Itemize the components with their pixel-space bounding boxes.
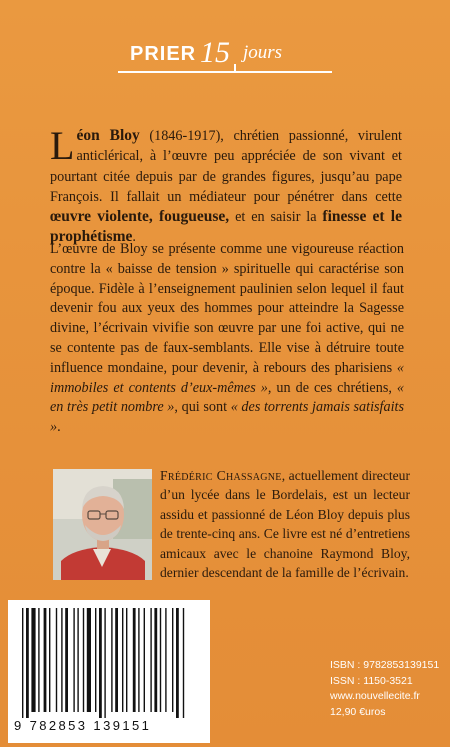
publication-info [330, 658, 442, 720]
author-portrait-image [53, 469, 152, 580]
body-text-2: , un de ces chrétiens, [267, 379, 397, 396]
header-tick [234, 64, 236, 73]
publisher-website: www.nouvellecite.fr [330, 690, 420, 702]
quote-3: « des torrents jamais satisfaits » [50, 399, 404, 436]
author-bio [160, 466, 410, 582]
quote-2: « en très petit nombre » [50, 379, 405, 416]
intro-bold-2: finesse et le prophétisme [50, 208, 402, 246]
barcode [8, 600, 210, 743]
bio-author-name: Frédéric Chassagne [160, 468, 282, 483]
series-unit: jours [243, 42, 283, 63]
issn-number: ISSN : 1150-3521 [330, 674, 413, 687]
intro-text-1: (1846-1917), chrétien passionné, virulent anticlérical, à l’œuvre peu appréciée de son vivant et pourtant citée depuis par de grandes figures, jusqu’au pape François. Il fallait un médiateur pour pénétrer dans cette [50, 128, 402, 205]
intro-paragraph [50, 123, 402, 248]
series-header [118, 38, 332, 76]
drop-cap: L [50, 123, 75, 168]
intro-text-3: . [132, 229, 136, 246]
intro-text-2: et en saisir la [229, 209, 323, 226]
author-name: éon Bloy [76, 127, 140, 144]
bio-text: , actuellement directeur d’un lycée dans le Bordelais, est un lecteur assidu et passionné de Léon Bloy depuis plus de trente-cinq ans. Ce livre est né d’entretiens amicaux avec le chanoine Raymond Bloy, dernier descendant de la famille de l’écrivain. [160, 468, 410, 581]
barcode-bars [20, 608, 204, 718]
intro-bold-1: œuvre violente, fougueuse, [50, 208, 230, 226]
barcode-digits: 9 782853 139151 [14, 718, 152, 733]
body-text-3: , qui sont [174, 399, 231, 416]
header-rule [118, 71, 332, 73]
body-text-4: . [57, 419, 61, 436]
body-paragraph [50, 240, 404, 438]
series-word: PRIER [130, 43, 197, 65]
price: 12,90 €uros [330, 705, 386, 718]
author-photo [53, 469, 152, 580]
body-text-1: L’œuvre de Bloy se présente comme une vigoureuse réaction contre la « baisse de tension » spirituelle qui caractérise son époque. Fidèle à l’enseignement paulinien selon lequel il faut devenir fou aux yeux des hommes pour atteindre la Sagesse divine, l’écrivain vivifie son œuvre par une foi active, qui ne se contente pas de faux-semblants. Elle vise à détruire toute influence mondaine, pour devenir, à rebours des pharisiens [50, 241, 404, 376]
quote-1: « immobiles et contents d’eux-mêmes » [50, 359, 404, 396]
series-number: 15 [200, 36, 230, 69]
isbn-number: ISBN : 9782853139151 [330, 659, 440, 671]
